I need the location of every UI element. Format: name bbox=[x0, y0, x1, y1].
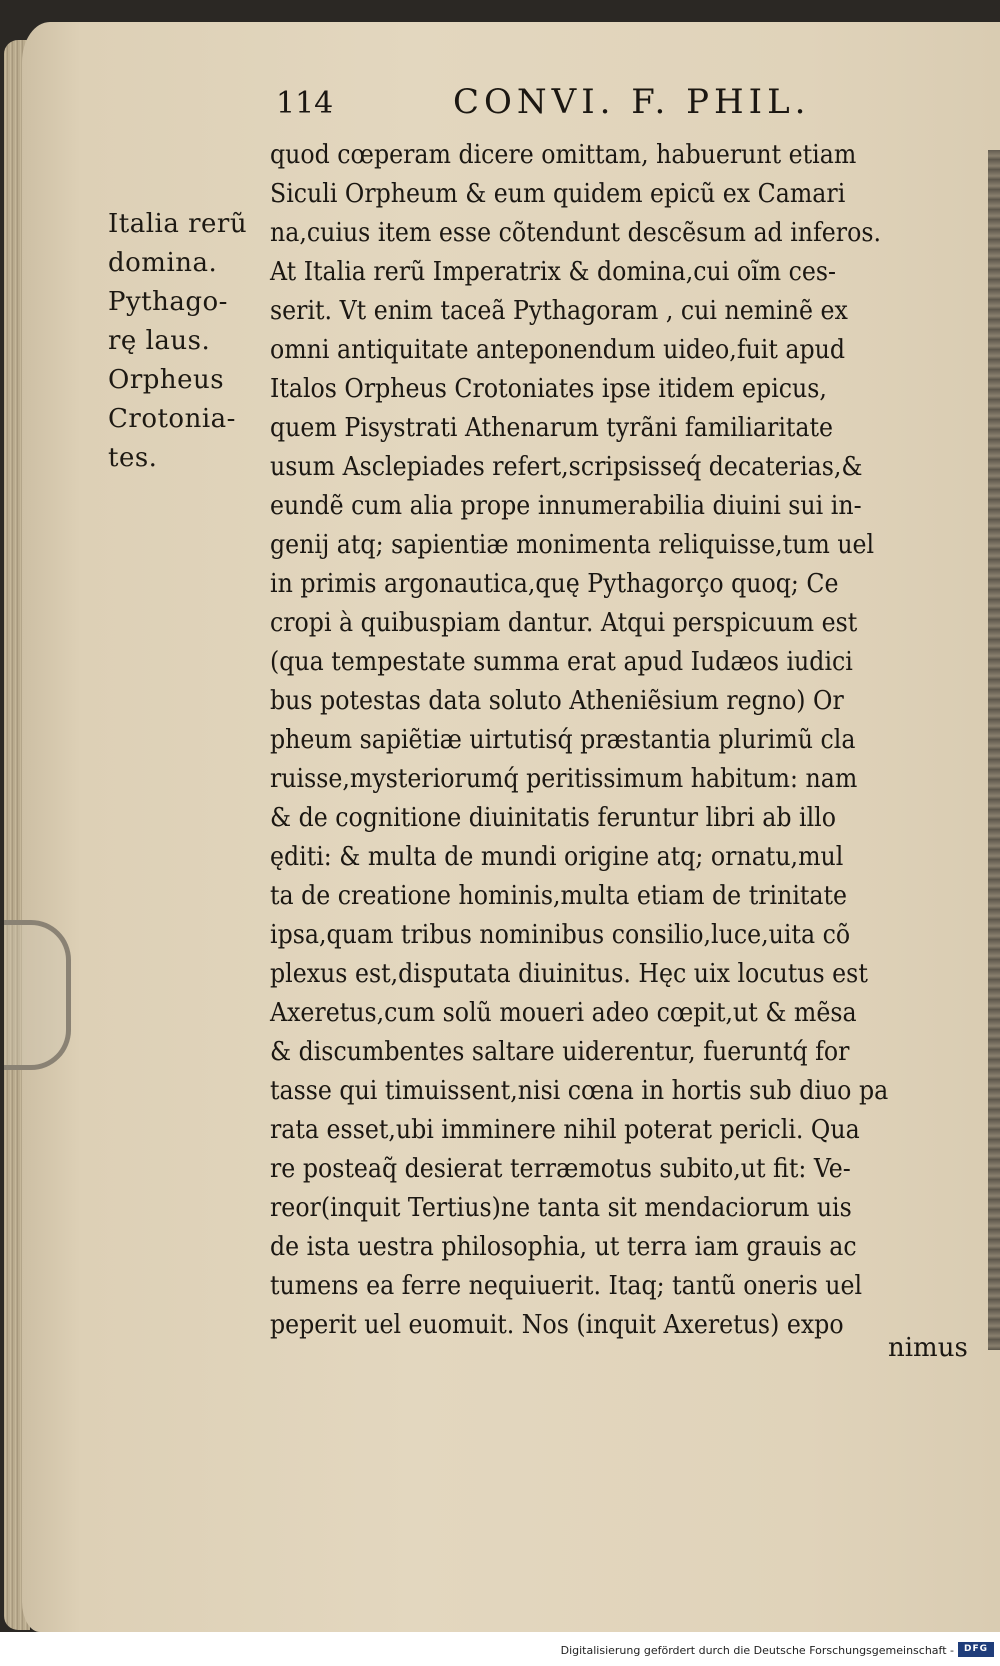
text-line: reor(inquit Tertius)ne tanta sit mendaciorum uis bbox=[270, 1192, 852, 1223]
page-clip bbox=[4, 920, 71, 1070]
margin-notes bbox=[108, 205, 268, 478]
text-line: ruisse,mysteriorumq́ peritissimum habitum: nam bbox=[270, 763, 858, 794]
catchword: nimus bbox=[888, 1333, 968, 1363]
digitization-credit: Digitalisierung gefördert durch die Deutsche Forschungsgemeinschaft - bbox=[560, 1644, 954, 1657]
margin-note-line: tes. bbox=[108, 443, 158, 473]
margin-note-line: Pythago- bbox=[108, 287, 228, 317]
text-line: cropi à quibuspiam dantur. Atqui perspicuum est bbox=[270, 607, 858, 638]
text-line: serit. Vt enim taceã Pythagoram , cui neminẽ ex bbox=[270, 295, 848, 326]
text-line: omni antiquitate anteponendum uideo,fuit apud bbox=[270, 334, 846, 365]
text-line: usum Asclepiades refert,scripsisseq́ decaterias,& bbox=[270, 451, 863, 482]
text-line: de ista uestra philosophia, ut terra iam grauis ac bbox=[270, 1231, 857, 1262]
text-line: rata esset,ubi imminere nihil poterat pericli. Qua bbox=[270, 1114, 860, 1145]
margin-note-line: Orpheus bbox=[108, 365, 225, 395]
margin-note-line: rę laus. bbox=[108, 326, 211, 356]
text-line: & discumbentes saltare uiderentur, fueruntq́ for bbox=[270, 1036, 850, 1067]
text-line: quem Pisystrati Athenarum tyrãni familiaritate bbox=[270, 412, 834, 443]
text-line: re posteaq̃ desierat terræmotus subito,ut fit: Ve- bbox=[270, 1153, 851, 1184]
text-line: ipsa,quam tribus nominibus consilio,luce,uita cõ bbox=[270, 919, 851, 950]
text-line: in primis argonautica,quę Pythagorço quoq; Ce bbox=[270, 568, 839, 599]
facing-page-edge bbox=[988, 150, 1000, 1350]
margin-note-line: Crotonia- bbox=[108, 404, 236, 434]
text-line: plexus est,disputata diuinitus. Hęc uix locutus est bbox=[270, 958, 868, 989]
footer-bar bbox=[0, 1632, 1000, 1666]
text-line: peperit uel euomuit. Nos (inquit Axeretus) expo bbox=[270, 1309, 844, 1340]
text-line: Italos Orpheus Crotoniates ipse itidem epicus, bbox=[270, 373, 827, 404]
text-line: Axeretus,cum solũ moueri adeo cœpit,ut & mẽsa bbox=[270, 997, 857, 1028]
margin-note-line: domina. bbox=[108, 248, 218, 278]
text-line: tasse qui timuissent,nisi cœna in hortis sub diuo pa bbox=[270, 1075, 889, 1106]
text-line: pheum sapiẽtiæ uirtutisq́ præstantia plurimũ cla bbox=[270, 724, 856, 755]
body-text bbox=[270, 135, 970, 1344]
text-line: bus potestas data soluto Atheniẽsium regno) Or bbox=[270, 685, 844, 716]
text-line: quod cœperam dicere omittam, habuerunt etiam bbox=[270, 139, 857, 170]
text-line: (qua tempestate summa erat apud Iudæos iudici bbox=[270, 646, 853, 677]
text-line: ęditi: & multa de mundi origine atq; ornatu,mul bbox=[270, 841, 844, 872]
text-line: At Italia rerũ Imperatrix & domina,cui oĩm ces- bbox=[270, 256, 836, 287]
text-line: tumens ea ferre nequiuerit. Itaq; tantũ oneris uel bbox=[270, 1270, 863, 1301]
text-line: & de cognitione diuinitatis feruntur libri ab illo bbox=[270, 802, 836, 833]
margin-note-line: Italia rerũ bbox=[108, 209, 248, 239]
text-line: Siculi Orpheum & eum quidem epicũ ex Camari bbox=[270, 178, 846, 209]
running-title: CONVI. F. PHIL. bbox=[453, 82, 811, 122]
text-line: genij atq; sapientiæ monimenta reliquisse,tum uel bbox=[270, 529, 875, 560]
page-number: 114 bbox=[276, 86, 334, 121]
text-line: ta de creatione hominis,multa etiam de trinitate bbox=[270, 880, 848, 911]
running-head bbox=[0, 0, 1000, 120]
text-line: eundẽ cum alia prope innumerabilia diuini sui in- bbox=[270, 490, 862, 521]
dfg-logo: DFG bbox=[958, 1642, 994, 1657]
text-line: na,cuius item esse cõtendunt descẽsum ad inferos. bbox=[270, 217, 882, 248]
